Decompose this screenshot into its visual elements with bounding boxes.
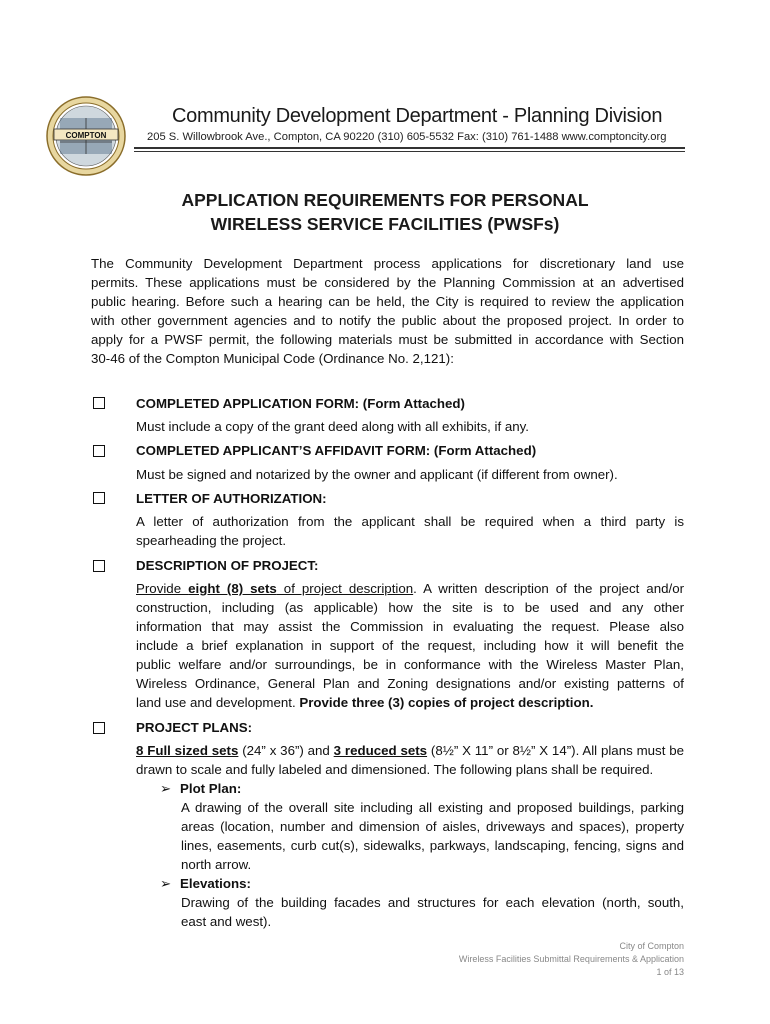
bullet-title: Elevations: xyxy=(180,876,251,891)
text-run: 3 reduced sets xyxy=(333,743,428,758)
header-rule xyxy=(134,147,685,149)
text-run: (24” x 36”) and xyxy=(238,743,334,758)
item-line: construction, including (as applicable) how the site is to be used and any other xyxy=(136,600,684,615)
text-run: eight (8) sets xyxy=(188,581,277,596)
arrow-bullet-icon: ➢ xyxy=(160,781,172,796)
application-form-checkbox[interactable] xyxy=(93,397,105,409)
item-line: areas (location, number and dimension of aisles, driveways and spaces), property xyxy=(181,819,684,834)
text-run: land use and development. xyxy=(136,695,300,710)
plot-plan-bullet xyxy=(160,779,241,798)
text-run: Provide xyxy=(136,581,189,596)
item-line: Wireless Ordinance, General Plan and Zoning designations and/or existing patterns of xyxy=(136,676,684,691)
item-line xyxy=(136,579,684,598)
item-line: Must include a copy of the grant deed along with all exhibits, if any. xyxy=(136,419,529,434)
letter-of-authorization-text xyxy=(136,512,684,550)
item-line: A drawing of the overall site including all existing and proposed buildings, parking xyxy=(181,800,684,815)
city-seal-logo xyxy=(46,96,126,176)
department-contact: 205 S. Willowbrook Ave., Compton, CA 90220 (310) 605-5532 Fax: (310) 761-1488 www.comptoncity.org xyxy=(147,131,667,143)
intro-line: permits. These applications must be considered by the Planning Commission at an advertised xyxy=(91,275,684,290)
department-title: Community Development Department - Planning Division xyxy=(172,105,663,127)
intro-line: 30-46 of the Compton Municipal Code (Ordinance No. 2,121): xyxy=(91,351,454,366)
project-description-checkbox[interactable] xyxy=(93,560,105,572)
item-line xyxy=(136,693,684,712)
item-line: public welfare and/or surroundings, be in conformance with the Wireless Master Plan, xyxy=(136,657,684,672)
text-run: (8½” X 11” or 8½” X 14”). All plans must be xyxy=(427,743,685,758)
text-run: Provide three (3) copies of project description. xyxy=(299,695,594,710)
intro-line: apply for a PWSF permit, the following materials must be submitted in accordance with Section xyxy=(91,332,684,347)
item-line: lines, easements, curb cut(s), sidewalks, parkways, landscaping, fencing, signs and xyxy=(181,838,684,853)
item-line: information that may assist the Commission in evaluating the request. Please also xyxy=(136,619,684,634)
item-line: A letter of authorization from the applicant shall be required when a third party is xyxy=(136,514,684,529)
letter-of-authorization-heading: LETTER OF AUTHORIZATION: xyxy=(136,491,327,506)
elevations-bullet xyxy=(160,874,251,893)
intro-line: with other government agencies and to notify the public about the proposed project. In order to xyxy=(91,313,684,328)
project-plans-heading: PROJECT PLANS: xyxy=(136,720,252,735)
text-run: . A written description of the project and/or xyxy=(413,581,685,596)
project-description-text xyxy=(136,579,684,712)
item-line: north arrow. xyxy=(181,857,252,872)
item-line xyxy=(136,741,684,760)
item-line: spearheading the project. xyxy=(136,533,287,548)
header-rule-thin xyxy=(134,151,685,152)
footer-city: City of Compton xyxy=(619,941,684,951)
document-title-line2: WIRELESS SERVICE FACILITIES (PWSFs) xyxy=(210,214,560,234)
affidavit-form-text xyxy=(136,465,684,484)
item-line: Drawing of the building facades and structures for each elevation (north, south, xyxy=(181,895,684,910)
document-title-line1: APPLICATION REQUIREMENTS FOR PERSONAL xyxy=(181,190,589,210)
footer-page-number: 1 of 13 xyxy=(656,967,684,977)
text-run: of project description xyxy=(276,581,414,596)
item-line: east and west). xyxy=(181,914,272,929)
intro-line: public hearing. Before such a hearing can be held, the City is required to review the application xyxy=(91,294,684,309)
intro-line: The Community Development Department process applications for discretionary land use xyxy=(91,256,684,271)
item-line: drawn to scale and fully labeled and dimensioned. The following plans shall be required. xyxy=(136,762,654,777)
text-run: 8 Full sized sets xyxy=(136,743,239,758)
item-line: include a brief explanation in support of the request, including how it will benefit the xyxy=(136,638,684,653)
letter-of-authorization-checkbox[interactable] xyxy=(93,492,105,504)
project-description-heading: DESCRIPTION OF PROJECT: xyxy=(136,558,319,573)
application-form-text xyxy=(136,417,684,436)
footer-doc-title: Wireless Facilities Submittal Requirements & Application xyxy=(458,954,684,964)
project-plans-text xyxy=(136,741,684,779)
application-form-heading: COMPLETED APPLICATION FORM: (Form Attached) xyxy=(136,396,465,411)
affidavit-form-heading: COMPLETED APPLICANT’S AFFIDAVIT FORM: (Form Attached) xyxy=(136,443,537,458)
arrow-bullet-icon: ➢ xyxy=(160,876,172,891)
intro-paragraph xyxy=(91,254,684,368)
plot-plan-text xyxy=(181,798,684,874)
affidavit-form-checkbox[interactable] xyxy=(93,445,105,457)
elevations-text xyxy=(181,893,684,931)
item-line: Must be signed and notarized by the owner and applicant (if different from owner). xyxy=(136,467,618,482)
project-plans-checkbox[interactable] xyxy=(93,722,105,734)
seal-text: COMPTON xyxy=(65,131,107,140)
bullet-title: Plot Plan: xyxy=(180,781,242,796)
footer xyxy=(459,940,684,979)
